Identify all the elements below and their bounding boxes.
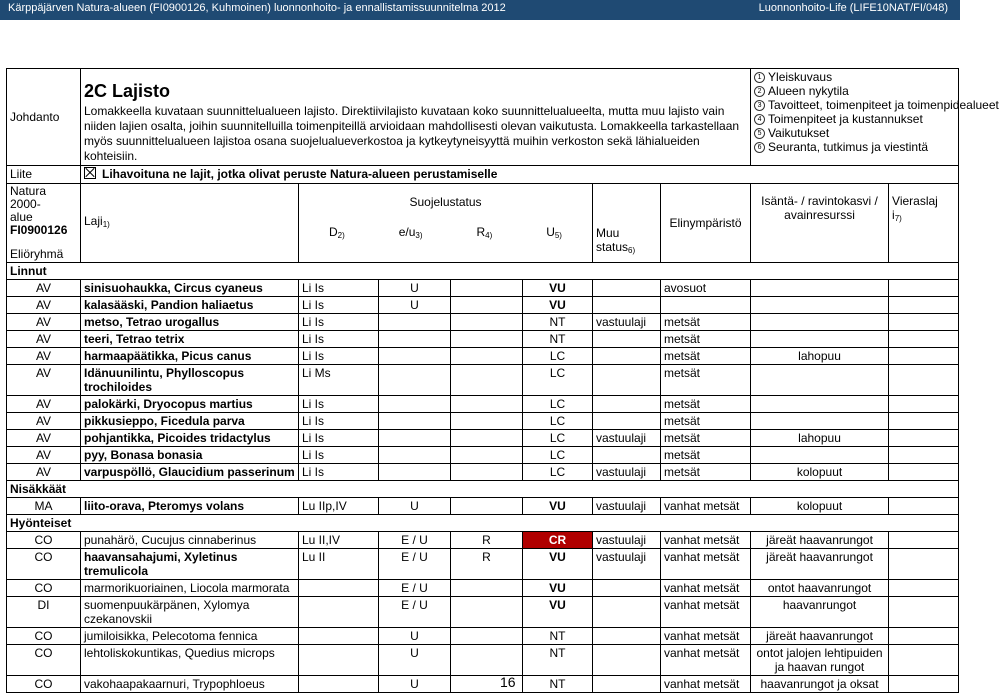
invasive-cell <box>889 365 959 396</box>
other-status <box>593 280 661 297</box>
host-resource-cell: kolopuut <box>751 464 889 481</box>
legend-item <box>754 140 955 154</box>
invasive-cell <box>889 532 959 549</box>
species-name: vakohaapakaarnuri, Trypophloeus <box>81 676 299 693</box>
group-cell: CO <box>7 549 81 580</box>
table-row <box>7 464 959 481</box>
section-heading: Hyönteiset <box>7 515 959 532</box>
r-header: $R_{4)}$ <box>476 225 493 240</box>
threat-status: VU <box>523 580 593 597</box>
r-status <box>451 297 523 314</box>
other-status <box>593 645 661 676</box>
vieras-header-line1: Vieraslaj <box>892 194 938 208</box>
muu-header <box>593 184 661 263</box>
habitat-cell: metsät <box>661 331 751 348</box>
legend-label: Vaikutukset <box>768 126 830 140</box>
other-status <box>593 628 661 645</box>
other-status <box>593 365 661 396</box>
host-resource-cell <box>751 447 889 464</box>
habitat-cell: metsät <box>661 464 751 481</box>
group-cell: CO <box>7 645 81 676</box>
threat-status: CR <box>523 532 593 549</box>
other-status <box>593 413 661 430</box>
table-row <box>7 676 959 693</box>
species-table <box>6 68 999 693</box>
invasive-cell <box>889 447 959 464</box>
other-status <box>593 597 661 628</box>
species-name: varpuspöllö, Glaucidium passerinum <box>81 464 299 481</box>
threat-status: VU <box>523 597 593 628</box>
other-status: vastuulaji <box>593 532 661 549</box>
host-resource-cell: ontot jalojen lehtipuiden ja haavan rungot <box>751 645 889 676</box>
invasive-cell <box>889 314 959 331</box>
r-status: R <box>451 549 523 580</box>
legend-label: Seuranta, tutkimus ja viestintä <box>768 140 929 154</box>
r-status <box>451 430 523 447</box>
host-resource-cell: haavanrungot ja oksat <box>751 676 889 693</box>
table-row <box>7 628 959 645</box>
invasive-cell <box>889 348 959 365</box>
eu-status <box>379 396 451 413</box>
section-heading: Linnut <box>7 263 959 280</box>
document-header <box>0 0 960 20</box>
other-status: vastuulaji <box>593 549 661 580</box>
invasive-cell <box>889 645 959 676</box>
r-status <box>451 280 523 297</box>
directive-status: Li Is <box>299 464 379 481</box>
vieras-header-sup: 7) <box>894 214 902 223</box>
legend-label: Yleiskuvaus <box>768 70 833 84</box>
invasive-cell <box>889 676 959 693</box>
r-status <box>451 645 523 676</box>
host-resource-cell <box>751 396 889 413</box>
directive-status <box>299 645 379 676</box>
table-row <box>7 580 959 597</box>
r-status <box>451 580 523 597</box>
directive-status: Lu II <box>299 549 379 580</box>
group-cell: CO <box>7 580 81 597</box>
u-header: $U_{5)}$ <box>546 225 562 240</box>
other-status <box>593 348 661 365</box>
directive-status: Li Is <box>299 430 379 447</box>
species-name: suomenpuukärpänen, Xylomya czekanovskii <box>81 597 299 628</box>
directive-status <box>299 676 379 693</box>
area-header-cell <box>7 184 81 263</box>
directive-status: Li Ms <box>299 365 379 396</box>
invasive-cell <box>889 396 959 413</box>
species-name: kalasääski, Pandion haliaetus <box>81 297 299 314</box>
other-status <box>593 297 661 314</box>
host-resource-cell: järeät haavanrungot <box>751 549 889 580</box>
species-name: harmaapäätikka, Picus canus <box>81 348 299 365</box>
group-header: Eliöryhmä <box>10 247 64 261</box>
eu-status: U <box>379 498 451 515</box>
invasive-cell <box>889 580 959 597</box>
habitat-cell: metsät <box>661 447 751 464</box>
species-name: metso, Tetrao urogallus <box>81 314 299 331</box>
eu-status: E / U <box>379 597 451 628</box>
eu-status: U <box>379 645 451 676</box>
area-line2: alue <box>10 210 33 224</box>
invasive-cell <box>889 430 959 447</box>
host-resource-cell: järeät haavanrungot <box>751 628 889 645</box>
species-name: jumiloisikka, Pelecotoma fennica <box>81 628 299 645</box>
directive-status: Li Is <box>299 396 379 413</box>
legend-label: Toimenpiteet ja kustannukset <box>768 112 923 126</box>
host-resource-cell <box>751 280 889 297</box>
eu-status <box>379 430 451 447</box>
host-resource-cell: lahopuu <box>751 348 889 365</box>
habitat-cell: vanhat metsät <box>661 597 751 628</box>
species-name: liito-orava, Pteromys volans <box>81 498 299 515</box>
threat-status: VU <box>523 280 593 297</box>
eu-status: U <box>379 628 451 645</box>
group-cell: AV <box>7 464 81 481</box>
legend-label: Tavoitteet, toimenpiteet ja toimenpidealueet <box>768 98 999 112</box>
table-row <box>7 645 959 676</box>
invasive-cell <box>889 280 959 297</box>
other-status <box>593 676 661 693</box>
r-status <box>451 331 523 348</box>
species-name: pyy, Bonasa bonasia <box>81 447 299 464</box>
r-status <box>451 464 523 481</box>
eu-status: U <box>379 280 451 297</box>
habitat-cell: metsät <box>661 430 751 447</box>
threat-status: NT <box>523 314 593 331</box>
habitat-cell: vanhat metsät <box>661 628 751 645</box>
legend-label: Alueen nykytila <box>768 84 849 98</box>
intro-cell <box>81 69 751 166</box>
host-resource-cell: haavanrungot <box>751 597 889 628</box>
eu-status <box>379 331 451 348</box>
table-row <box>7 297 959 314</box>
page-number: 16 <box>500 674 516 690</box>
group-cell: DI <box>7 597 81 628</box>
table-row <box>7 430 959 447</box>
area-line1: Natura 2000- <box>10 184 47 211</box>
laji-header <box>81 184 299 263</box>
chapter-number-icon: 2 <box>754 86 765 97</box>
species-name: lehtoliskokuntikas, Quedius microps <box>81 645 299 676</box>
intro-text: Lomakkeella kuvataan suunnittelualueen lajisto. Direktiivilajisto kuvataan koko suunnittelualueelta, mutta muu lajisto vain niiden lajien osalta, joihin suunnitelluilla toimenpiteillä arvioidaan mahdollisesti olevan vaikutusta. Lomakkeella tarkastellaan myös suunnittelualueen lajistoa osana suojelualueverkostoa ja kytkeytyneisyyttä muihin verkoston sekä lähialueiden kohteisiin. <box>84 104 740 163</box>
host-resource-cell <box>751 314 889 331</box>
group-cell: AV <box>7 280 81 297</box>
table-row <box>7 280 959 297</box>
threat-status: NT <box>523 645 593 676</box>
laji-header-text: Laji <box>84 214 103 228</box>
threat-status: LC <box>523 430 593 447</box>
other-status: vastuulaji <box>593 430 661 447</box>
habitat-cell: vanhat metsät <box>661 498 751 515</box>
table-row <box>7 331 959 348</box>
threat-status: LC <box>523 396 593 413</box>
other-status: vastuulaji <box>593 498 661 515</box>
table-row <box>7 549 959 580</box>
directive-status <box>299 597 379 628</box>
group-cell: AV <box>7 331 81 348</box>
isanta-header: Isäntä- / ravintokasvi / avainresurssi <box>751 184 889 263</box>
eu-status <box>379 348 451 365</box>
invasive-cell <box>889 628 959 645</box>
table-row <box>7 447 959 464</box>
group-cell: AV <box>7 348 81 365</box>
area-code: FI0900126 <box>10 223 68 237</box>
legend-item <box>754 84 955 98</box>
eu-status <box>379 413 451 430</box>
invasive-cell <box>889 331 959 348</box>
eu-status: U <box>379 676 451 693</box>
invasive-cell <box>889 597 959 628</box>
habitat-cell: vanhat metsät <box>661 645 751 676</box>
intro-label: Johdanto <box>7 69 81 166</box>
r-status: R <box>451 532 523 549</box>
legend-item <box>754 112 955 126</box>
muu-header-sup: 6) <box>628 246 636 255</box>
threat-status: VU <box>523 498 593 515</box>
host-resource-cell: järeät haavanrungot <box>751 532 889 549</box>
directive-status <box>299 580 379 597</box>
header-left-title: Kärppäjärven Natura-alueen (FI0900126, Kuhmoinen) luonnonhoito- ja ennallistamissuunnitelma 2012 <box>8 2 506 14</box>
species-name: teeri, Tetrao tetrix <box>81 331 299 348</box>
legend-item <box>754 126 955 140</box>
muu-header-line2: status <box>596 240 629 254</box>
eu-status: E / U <box>379 532 451 549</box>
threat-status: LC <box>523 348 593 365</box>
eu-header: $e/u_{3)}$ <box>398 225 423 240</box>
threat-status: LC <box>523 365 593 396</box>
habitat-cell: metsät <box>661 314 751 331</box>
vieras-header-line2: i <box>892 208 895 222</box>
other-status <box>593 580 661 597</box>
directive-status: Li Is <box>299 314 379 331</box>
group-cell: AV <box>7 430 81 447</box>
invasive-cell <box>889 549 959 580</box>
legend-item <box>754 98 999 112</box>
host-resource-cell <box>751 365 889 396</box>
habitat-cell: vanhat metsät <box>661 532 751 549</box>
habitat-cell: metsät <box>661 413 751 430</box>
r-status <box>451 597 523 628</box>
host-resource-cell <box>751 413 889 430</box>
liite-cell <box>81 166 959 184</box>
group-cell: CO <box>7 676 81 693</box>
r-status <box>451 396 523 413</box>
section-row <box>7 263 959 280</box>
legend-item <box>754 70 955 84</box>
directive-status: Li Is <box>299 413 379 430</box>
host-resource-cell: kolopuut <box>751 498 889 515</box>
laji-header-sup: 1) <box>102 220 110 229</box>
suojelustatus-title: Suojelustatus <box>409 195 482 209</box>
eu-status <box>379 314 451 331</box>
table-row <box>7 314 959 331</box>
host-resource-cell <box>751 331 889 348</box>
table-row <box>7 365 959 396</box>
habitat-cell: vanhat metsät <box>661 580 751 597</box>
chapter-number-icon: 3 <box>754 100 765 111</box>
section-title: 2C Lajisto <box>84 81 171 101</box>
group-cell: AV <box>7 297 81 314</box>
table-row <box>7 498 959 515</box>
group-cell: CO <box>7 628 81 645</box>
eu-status <box>379 365 451 396</box>
d-header: $D_{2)}$ <box>328 225 345 240</box>
threat-status: VU <box>523 297 593 314</box>
vieras-header <box>889 184 959 263</box>
species-name: Idänuunilintu, Phylloscopus trochiloides <box>81 365 299 396</box>
liite-checkbox-text: Lihavoituna ne lajit, jotka olivat peruste Natura-alueen perustamiselle <box>102 167 498 181</box>
eu-status: U <box>379 297 451 314</box>
table-row <box>7 413 959 430</box>
r-status <box>451 348 523 365</box>
invasive-cell <box>889 464 959 481</box>
section-row <box>7 481 959 498</box>
chapter-number-icon: 6 <box>754 142 765 153</box>
other-status: vastuulaji <box>593 464 661 481</box>
threat-status: LC <box>523 413 593 430</box>
habitat-cell: metsät <box>661 365 751 396</box>
species-name: marmorikuoriainen, Liocola marmorata <box>81 580 299 597</box>
group-cell: AV <box>7 413 81 430</box>
group-cell: CO <box>7 532 81 549</box>
directive-status <box>299 628 379 645</box>
host-resource-cell <box>751 297 889 314</box>
chapter-number-icon: 1 <box>754 72 765 83</box>
threat-status: NT <box>523 331 593 348</box>
directive-status: Li Is <box>299 280 379 297</box>
species-name: punahärö, Cucujus cinnaberinus <box>81 532 299 549</box>
eu-status <box>379 464 451 481</box>
habitat-cell: avosuot <box>661 280 751 297</box>
threat-status: NT <box>523 676 593 693</box>
habitat-cell: metsät <box>661 348 751 365</box>
group-cell: AV <box>7 396 81 413</box>
threat-status: NT <box>523 628 593 645</box>
species-name: sinisuohaukka, Circus cyaneus <box>81 280 299 297</box>
elinymparisto-header: Elinympäristö <box>661 184 751 263</box>
habitat-cell: vanhat metsät <box>661 549 751 580</box>
eu-status: E / U <box>379 549 451 580</box>
invasive-cell <box>889 498 959 515</box>
other-status: vastuulaji <box>593 314 661 331</box>
directive-status: Lu II,IV <box>299 532 379 549</box>
group-cell: AV <box>7 447 81 464</box>
species-name: haavansahajumi, Xyletinus tremulicola <box>81 549 299 580</box>
invasive-cell <box>889 297 959 314</box>
host-resource-cell: ontot haavanrungot <box>751 580 889 597</box>
group-cell: AV <box>7 314 81 331</box>
chapter-legend <box>751 69 999 166</box>
table-row <box>7 532 959 549</box>
liite-label: Liite <box>7 166 81 184</box>
eu-status: E / U <box>379 580 451 597</box>
r-status <box>451 365 523 396</box>
muu-header-line1: Muu <box>596 226 620 240</box>
section-heading: Nisäkkäät <box>7 481 959 498</box>
species-name: pikkusieppo, Ficedula parva <box>81 413 299 430</box>
invasive-cell <box>889 413 959 430</box>
directive-status: Li Is <box>299 331 379 348</box>
suojelustatus-header <box>299 184 593 263</box>
table-row <box>7 348 959 365</box>
threat-status: LC <box>523 447 593 464</box>
eu-status <box>379 447 451 464</box>
chapter-number-icon: 5 <box>754 128 765 139</box>
directive-status: Lu IIp,IV <box>299 498 379 515</box>
chapter-number-icon: 4 <box>754 114 765 125</box>
header-right-title: Luonnonhoito-Life (LIFE10NAT/FI/048) <box>758 2 948 14</box>
r-status <box>451 498 523 515</box>
table-row <box>7 597 959 628</box>
group-cell: AV <box>7 365 81 396</box>
habitat-cell: metsät <box>661 396 751 413</box>
r-status <box>451 314 523 331</box>
other-status <box>593 396 661 413</box>
other-status <box>593 447 661 464</box>
directive-status: Li Is <box>299 447 379 464</box>
species-name: palokärki, Dryocopus martius <box>81 396 299 413</box>
r-status <box>451 628 523 645</box>
directive-status: Li Is <box>299 348 379 365</box>
habitat-cell <box>661 297 751 314</box>
r-status <box>451 413 523 430</box>
other-status <box>593 331 661 348</box>
directive-status: Li Is <box>299 297 379 314</box>
habitat-cell: vanhat metsät <box>661 676 751 693</box>
checked-box-icon <box>84 167 96 179</box>
threat-status: LC <box>523 464 593 481</box>
section-row <box>7 515 959 532</box>
threat-status: VU <box>523 549 593 580</box>
species-name: pohjantikka, Picoides tridactylus <box>81 430 299 447</box>
r-status <box>451 447 523 464</box>
host-resource-cell: lahopuu <box>751 430 889 447</box>
group-cell: MA <box>7 498 81 515</box>
table-row <box>7 396 959 413</box>
